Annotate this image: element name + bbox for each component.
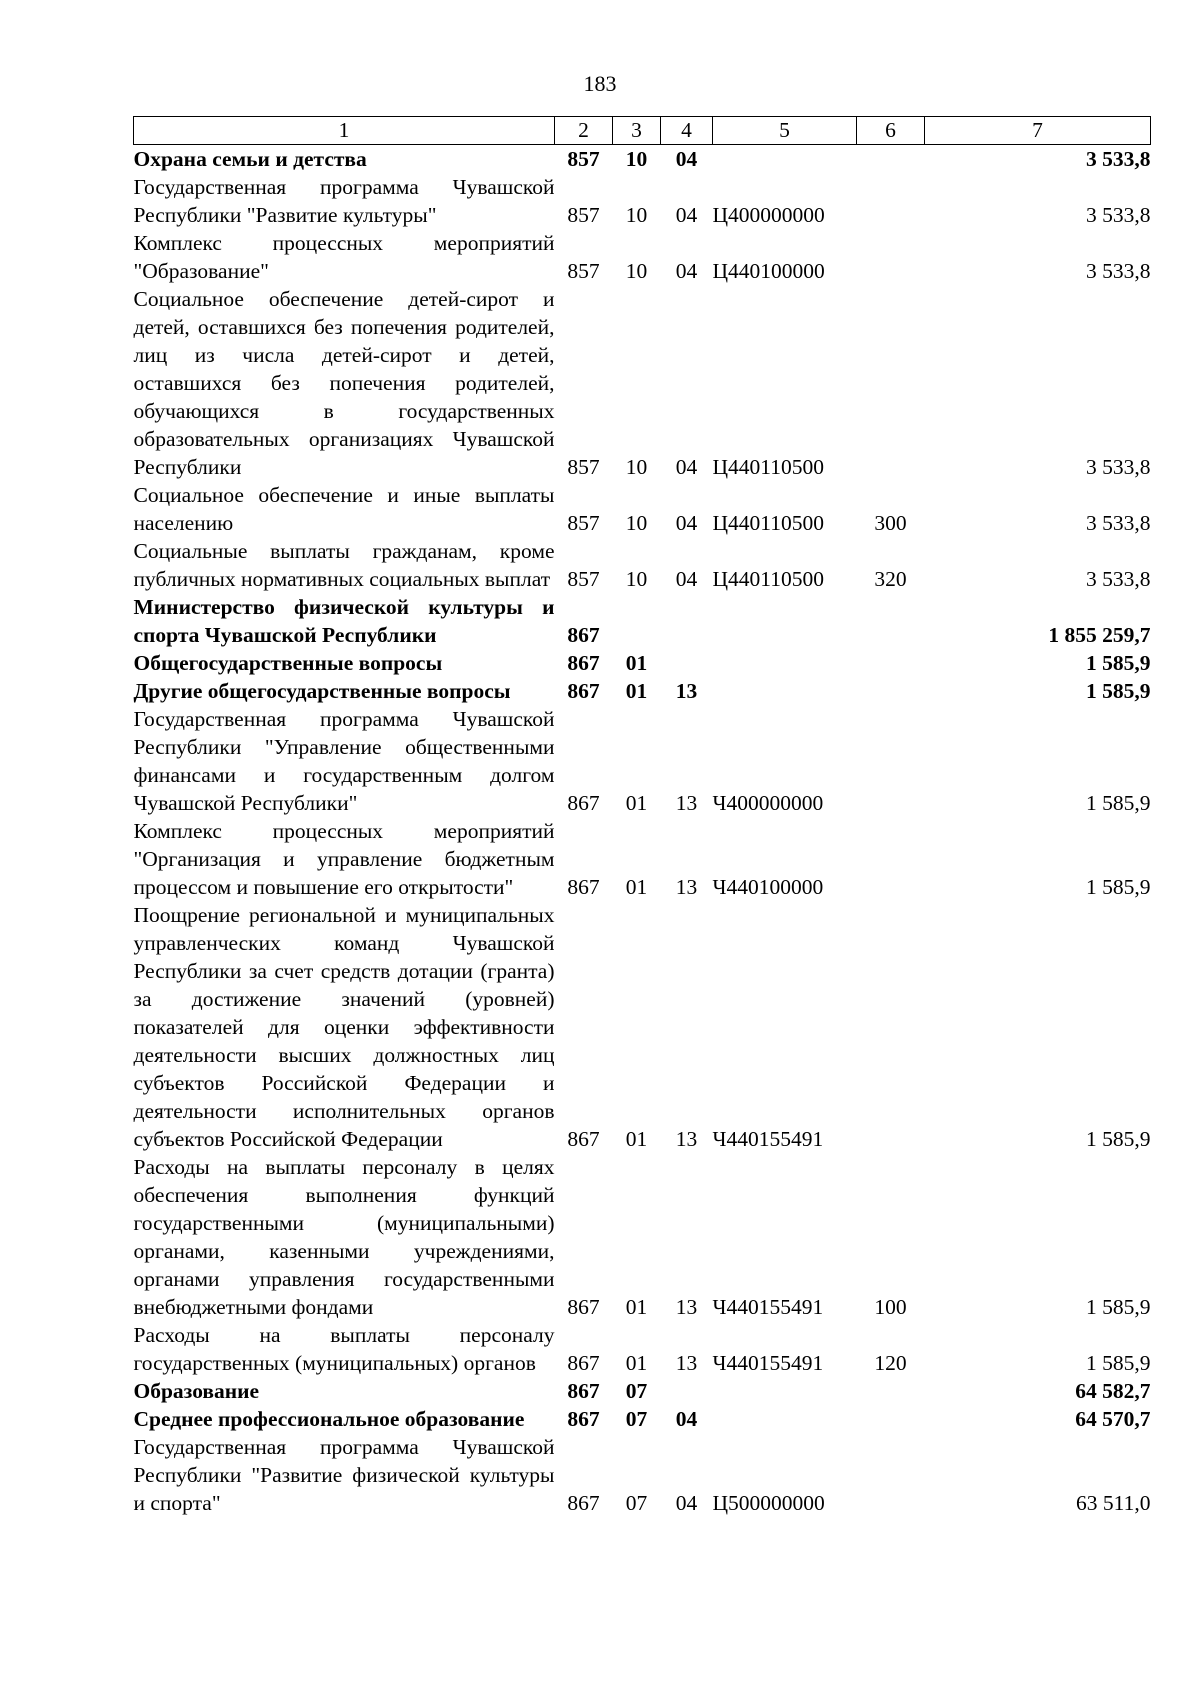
table-row — [134, 649, 1151, 677]
table-row — [134, 537, 1151, 593]
cell-gr: 857 — [567, 147, 600, 171]
cell-gr: 867 — [567, 1407, 600, 1431]
cell-rz: 10 — [625, 455, 648, 479]
cell-name: Государственная программа Чувашской Республики "Развитие культуры" — [133, 175, 555, 227]
cell-pr: 04 — [675, 567, 698, 591]
cell-pr: 13 — [675, 875, 698, 899]
column-header: 7 — [925, 117, 1151, 145]
cell-vr — [857, 145, 925, 174]
cell-rz — [613, 593, 661, 649]
cell-rz: 01 — [625, 1295, 648, 1319]
cell-csr: Ц440110500 — [712, 567, 824, 591]
cell-pr: 04 — [675, 455, 698, 479]
cell-vr — [857, 285, 925, 481]
cell-rz: 10 — [625, 567, 648, 591]
cell-gr: 867 — [567, 1127, 600, 1151]
cell-csr: Ц440100000 — [712, 259, 825, 283]
cell-vr — [857, 593, 925, 649]
cell-name: Комплекс процессных мероприятий "Организация и управление бюджетным процессом и повышение его открытости" — [133, 819, 555, 899]
cell-rz: 07 — [625, 1491, 648, 1515]
cell-csr: Ч440155491 — [712, 1295, 824, 1319]
cell-sum: 3 533,8 — [1086, 147, 1151, 171]
cell-csr — [713, 593, 857, 649]
cell-sum: 3 533,8 — [1086, 259, 1151, 283]
cell-csr: Ц400000000 — [712, 203, 825, 227]
cell-csr: Ч400000000 — [712, 791, 824, 815]
cell-pr: 04 — [675, 1491, 698, 1515]
cell-rz: 01 — [625, 651, 648, 675]
cell-csr — [713, 1377, 857, 1405]
cell-name: Министерство физической культуры и спорта Чувашской Республики — [133, 595, 555, 647]
cell-sum: 3 533,8 — [1086, 203, 1151, 227]
table-row — [134, 173, 1151, 229]
table-row — [134, 901, 1151, 1153]
cell-gr: 867 — [567, 1351, 600, 1375]
cell-gr: 867 — [567, 791, 600, 815]
cell-pr: 13 — [675, 1295, 698, 1319]
cell-rz: 10 — [625, 147, 648, 171]
cell-gr: 867 — [567, 875, 600, 899]
cell-rz: 01 — [625, 875, 648, 899]
cell-vr — [857, 677, 925, 705]
cell-gr: 857 — [567, 259, 600, 283]
cell-vr — [857, 1405, 925, 1433]
cell-gr: 867 — [567, 1379, 600, 1403]
table-row — [134, 1377, 1151, 1405]
cell-gr: 867 — [567, 651, 600, 675]
cell-csr: Ц500000000 — [712, 1491, 825, 1515]
cell-name: Расходы на выплаты персоналу в целях обеспечения выполнения функций государственными (муниципальными) органами, казенными учреждениями, органами управления государственными внебюджетными фондами — [133, 1155, 555, 1319]
cell-csr: Ц440110500 — [712, 455, 824, 479]
table-row — [134, 481, 1151, 537]
cell-name: Социальное обеспечение и иные выплаты населению — [133, 483, 555, 535]
header-row — [134, 117, 1151, 145]
cell-name: Государственная программа Чувашской Республики "Развитие физической культуры и спорта" — [133, 1435, 555, 1515]
column-header: 3 — [613, 117, 661, 145]
cell-csr — [713, 677, 857, 705]
column-header: 6 — [857, 117, 925, 145]
cell-name: Охрана семьи и детства — [133, 147, 367, 171]
table-row — [134, 1405, 1151, 1433]
cell-name: Социальное обеспечение детей-сирот и детей, оставшихся без попечения родителей, лиц из числа детей-сирот и детей, оставшихся без попечения родителей, обучающихся в государственных образовательных организациях Чувашской Республики — [133, 287, 555, 479]
cell-pr — [661, 593, 713, 649]
table-body — [134, 145, 1151, 1518]
cell-vr: 320 — [874, 567, 907, 591]
cell-rz: 10 — [625, 511, 648, 535]
cell-rz: 01 — [625, 1351, 648, 1375]
cell-sum: 1 855 259,7 — [1048, 623, 1151, 647]
cell-pr: 13 — [675, 1127, 698, 1151]
cell-vr — [857, 173, 925, 229]
cell-vr: 120 — [874, 1351, 907, 1375]
cell-rz: 01 — [625, 1127, 648, 1151]
cell-sum: 1 585,9 — [1086, 1351, 1151, 1375]
cell-name: Среднее профессиональное образование — [133, 1407, 525, 1431]
cell-pr: 04 — [675, 147, 698, 171]
cell-gr: 867 — [567, 679, 600, 703]
cell-pr: 04 — [675, 1407, 698, 1431]
cell-sum: 1 585,9 — [1086, 875, 1151, 899]
cell-gr: 857 — [567, 455, 600, 479]
cell-csr — [713, 649, 857, 677]
budget-table — [133, 116, 1151, 1517]
cell-vr: 100 — [874, 1295, 907, 1319]
column-header: 4 — [661, 117, 713, 145]
cell-sum: 3 533,8 — [1086, 455, 1151, 479]
cell-vr — [857, 649, 925, 677]
cell-rz: 07 — [625, 1379, 648, 1403]
cell-pr — [661, 649, 713, 677]
cell-name: Расходы на выплаты персоналу государственных (муниципальных) органов — [133, 1323, 555, 1375]
page-number: 183 — [583, 71, 617, 96]
cell-vr — [857, 817, 925, 901]
cell-name: Социальные выплаты гражданам, кроме публичных нормативных социальных выплат — [133, 539, 555, 591]
cell-name: Другие общегосударственные вопросы — [133, 679, 511, 703]
cell-sum: 64 570,7 — [1075, 1407, 1151, 1431]
table-row — [134, 705, 1151, 817]
cell-sum: 3 533,8 — [1086, 511, 1151, 535]
cell-gr: 867 — [567, 623, 600, 647]
cell-rz: 01 — [625, 679, 648, 703]
cell-gr: 857 — [567, 203, 600, 227]
column-header: 1 — [134, 117, 555, 145]
cell-vr: 300 — [874, 511, 907, 535]
cell-pr: 04 — [675, 511, 698, 535]
cell-vr — [857, 229, 925, 285]
cell-sum: 1 585,9 — [1086, 679, 1151, 703]
table-row — [134, 1433, 1151, 1517]
cell-csr: Ч440155491 — [712, 1127, 824, 1151]
table-row — [134, 593, 1151, 649]
cell-rz: 07 — [625, 1407, 648, 1431]
table-row — [134, 145, 1151, 174]
cell-gr: 857 — [567, 567, 600, 591]
cell-csr: Ч440100000 — [712, 875, 824, 899]
cell-vr — [857, 705, 925, 817]
table-row — [134, 285, 1151, 481]
table-row — [134, 817, 1151, 901]
cell-pr: 13 — [675, 1351, 698, 1375]
cell-sum: 1 585,9 — [1086, 1127, 1151, 1151]
cell-pr: 04 — [675, 259, 698, 283]
cell-gr: 867 — [567, 1491, 600, 1515]
cell-vr — [857, 1377, 925, 1405]
cell-sum: 63 511,0 — [1076, 1491, 1151, 1515]
cell-pr: 13 — [675, 679, 698, 703]
cell-gr: 867 — [567, 1295, 600, 1319]
cell-vr — [857, 1433, 925, 1517]
cell-csr — [713, 145, 857, 174]
cell-sum: 1 585,9 — [1086, 791, 1151, 815]
cell-pr — [661, 1377, 713, 1405]
cell-name: Поощрение региональной и муниципальных управленческих команд Чувашской Республики за счет средств дотации (гранта) за достижение значений (уровней) показателей для оценки эффективности деятельности высших должностных лиц субъектов Российской Федерации и деятельности исполнительных органов субъектов Российской Федерации — [133, 903, 555, 1151]
column-header: 2 — [555, 117, 613, 145]
cell-sum: 1 585,9 — [1086, 1295, 1151, 1319]
cell-rz: 01 — [625, 791, 648, 815]
cell-pr: 04 — [675, 203, 698, 227]
cell-rz: 10 — [625, 203, 648, 227]
cell-pr: 13 — [675, 791, 698, 815]
cell-name: Образование — [133, 1379, 260, 1403]
cell-csr: Ч440155491 — [712, 1351, 824, 1375]
cell-name: Общегосударственные вопросы — [133, 651, 443, 675]
cell-name: Комплекс процессных мероприятий "Образование" — [133, 231, 555, 283]
column-header: 5 — [713, 117, 857, 145]
cell-sum: 64 582,7 — [1075, 1379, 1151, 1403]
table-row — [134, 229, 1151, 285]
cell-sum: 3 533,8 — [1086, 567, 1151, 591]
table-row — [134, 1153, 1151, 1321]
cell-name: Государственная программа Чувашской Республики "Управление общественными финансами и государственным долгом Чувашской Республики" — [133, 707, 555, 815]
table-row — [134, 1321, 1151, 1377]
table-row — [134, 677, 1151, 705]
cell-sum: 1 585,9 — [1086, 651, 1151, 675]
cell-vr — [857, 901, 925, 1153]
cell-rz: 10 — [625, 259, 648, 283]
cell-csr: Ц440110500 — [712, 511, 824, 535]
cell-csr — [713, 1405, 857, 1433]
cell-gr: 857 — [567, 511, 600, 535]
